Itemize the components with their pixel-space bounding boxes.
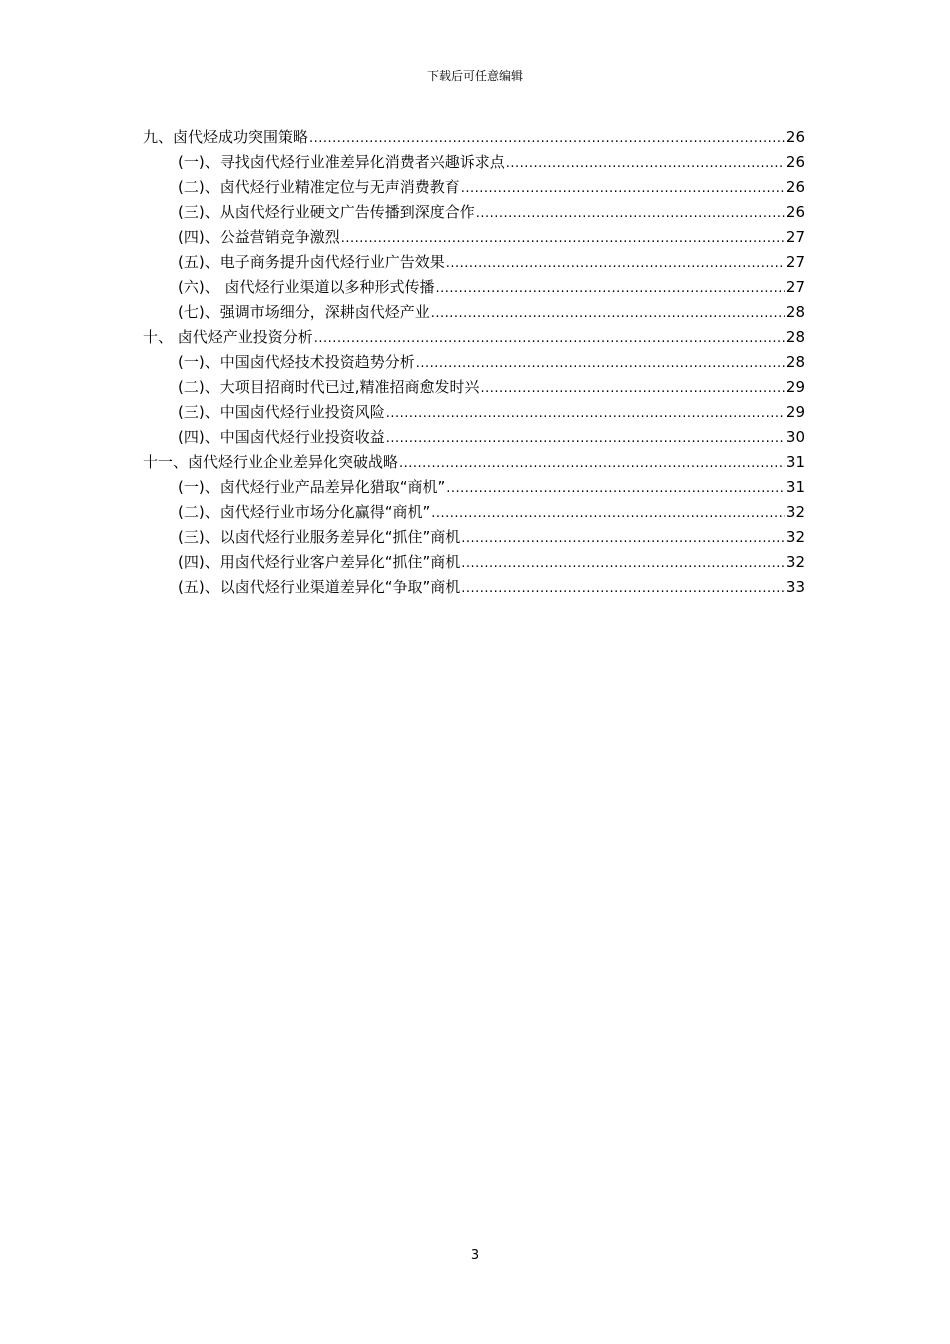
toc-entry[interactable] [143,325,805,350]
toc-entry[interactable] [143,525,805,550]
toc-entry-title: (五)、电子商务提升卤代烃行业广告效果 [178,253,445,271]
toc-leader-dots [386,426,785,451]
toc-entry[interactable] [143,300,805,325]
toc-entry-page: 29 [785,403,805,421]
toc-entry[interactable] [143,375,805,400]
table-of-contents [143,125,805,600]
toc-entry[interactable] [143,400,805,425]
toc-entry-title: (二)、大项目招商时代已过,精准招商愈发时兴 [178,378,480,396]
toc-entry-title: (一)、中国卤代烃技术投资趋势分析 [178,353,415,371]
toc-entry-title: (四)、中国卤代烃行业投资收益 [178,428,385,446]
toc-leader-dots [461,526,785,551]
toc-entry-page: 28 [785,353,805,371]
toc-entry-page: 27 [785,278,805,296]
toc-entry-title: (三)、以卤代烃行业服务差异化“抓住”商机 [178,528,461,546]
toc-entry-title: (二)、卤代烃行业市场分化赢得“商机” [178,503,431,521]
toc-entry[interactable] [143,150,805,175]
toc-leader-dots [461,576,785,601]
toc-leader-dots [446,476,785,501]
toc-entry-page: 32 [785,528,805,546]
toc-entry-title: 九、卤代烃成功突围策略 [143,128,309,146]
toc-entry[interactable] [143,350,805,375]
toc-leader-dots [386,401,785,426]
toc-leader-dots [309,126,785,151]
toc-entry-page: 26 [785,203,805,221]
toc-leader-dots [461,551,785,576]
toc-entry-page: 32 [785,503,805,521]
toc-leader-dots [399,451,785,476]
toc-entry[interactable] [143,275,805,300]
toc-leader-dots [476,201,785,226]
toc-entry[interactable] [143,225,805,250]
toc-entry-title: 十一、卤代烃行业企业差异化突破战略 [143,453,399,471]
toc-entry-page: 26 [785,178,805,196]
toc-entry-title: (四)、公益营销竞争激烈 [178,228,340,246]
toc-entry[interactable] [143,450,805,475]
toc-entry[interactable] [143,575,805,600]
toc-entry[interactable] [143,550,805,575]
toc-entry-page: 27 [785,228,805,246]
toc-leader-dots [416,351,785,376]
toc-entry-title: (一)、寻找卤代烃行业准差异化消费者兴趣诉求点 [178,153,505,171]
toc-entry-page: 28 [785,303,805,321]
toc-entry[interactable] [143,200,805,225]
toc-entry-page: 29 [785,378,805,396]
toc-entry-page: 33 [785,578,805,596]
toc-entry-title: 十、 卤代烃产业投资分析 [143,328,313,346]
toc-entry-title: (七)、强调市场细分，深耕卤代烃产业 [178,303,430,321]
toc-leader-dots [461,176,785,201]
toc-leader-dots [431,501,785,526]
toc-entry-page: 31 [785,478,805,496]
toc-entry-page: 31 [785,453,805,471]
toc-leader-dots [431,301,785,326]
toc-entry[interactable] [143,125,805,150]
toc-entry-page: 28 [785,328,805,346]
toc-entry[interactable] [143,475,805,500]
toc-entry-title: (一)、卤代烃行业产品差异化猎取“商机” [178,478,446,496]
toc-entry-page: 26 [785,153,805,171]
toc-entry-page: 26 [785,128,805,146]
toc-entry-title: (六)、 卤代烃行业渠道以多种形式传播 [178,278,435,296]
toc-leader-dots [435,276,784,301]
toc-entry-title: (三)、从卤代烃行业硬文广告传播到深度合作 [178,203,475,221]
toc-entry-title: (二)、卤代烃行业精准定位与无声消费教育 [178,178,460,196]
toc-entry-page: 32 [785,553,805,571]
toc-entry[interactable] [143,500,805,525]
toc-leader-dots [314,326,785,351]
toc-leader-dots [341,226,785,251]
toc-entry-title: (三)、中国卤代烃行业投资风险 [178,403,385,421]
toc-entry-page: 27 [785,253,805,271]
toc-entry[interactable] [143,175,805,200]
toc-leader-dots [480,376,784,401]
toc-entry-title: (五)、以卤代烃行业渠道差异化“争取”商机 [178,578,461,596]
toc-entry[interactable] [143,250,805,275]
toc-entry[interactable] [143,425,805,450]
page-header: 下载后可任意编辑 [426,69,523,83]
toc-leader-dots [506,151,785,176]
toc-leader-dots [446,251,785,276]
toc-entry-page: 30 [785,428,805,446]
page-number: 3 [470,1248,480,1263]
toc-entry-title: (四)、用卤代烃行业客户差异化“抓住”商机 [178,553,461,571]
